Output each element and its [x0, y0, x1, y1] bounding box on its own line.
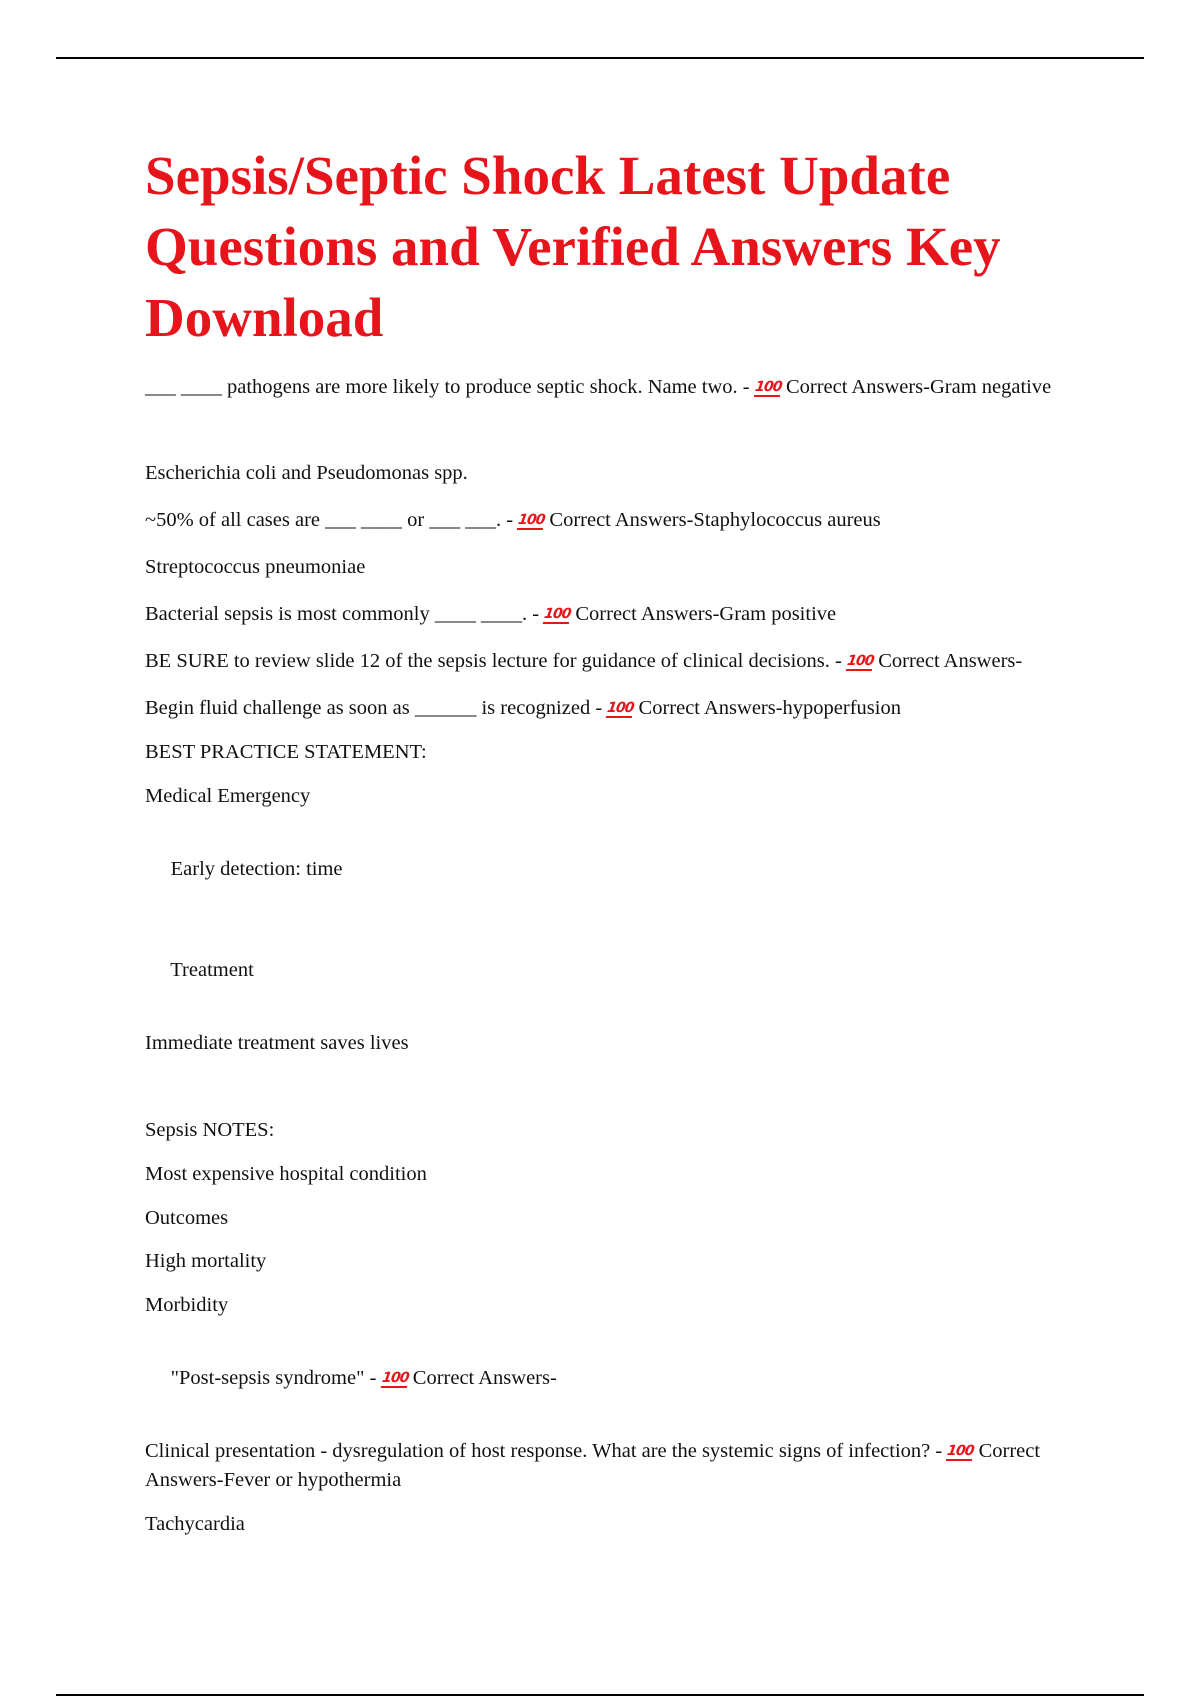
- hundred-points-icon: 100: [753, 379, 783, 395]
- answer-text: Correct Answers-: [878, 650, 1023, 672]
- paragraph-text: Medical Emergency: [145, 785, 311, 807]
- paragraph-text: Most expensive hospital condition: [145, 1163, 427, 1185]
- hundred-points-icon: 100: [946, 1443, 975, 1459]
- paragraph-text: Treatment: [165, 959, 254, 981]
- paragraph-text: Streptococcus pneumoniae: [145, 556, 366, 578]
- question-text: "Post-sepsis syndrome" -: [165, 1367, 382, 1389]
- paragraph-19: [145, 1437, 1055, 1495]
- hundred-points-icon: 100: [606, 700, 635, 716]
- paragraph-text: Tachycardia: [145, 1513, 245, 1535]
- header-rule: [56, 57, 1144, 59]
- question-text: Bacterial sepsis is most commonly ____ ____. -: [145, 603, 545, 625]
- question-text: ___ ____ pathogens are more likely to produce septic shock. Name two. -: [145, 376, 755, 398]
- paragraph-16: [145, 1247, 1055, 1276]
- paragraph-2: [145, 459, 1055, 488]
- hundred-points-icon: 100: [543, 606, 572, 622]
- answer-text: Correct Answers-Fever or hypothermia: [145, 1440, 1041, 1491]
- paragraph-1: [145, 373, 1055, 402]
- paragraph-text: Immediate treatment saves lives: [145, 1032, 409, 1054]
- paragraph-6: [145, 647, 1055, 676]
- paragraph-5: [145, 600, 1055, 629]
- question-text: BE SURE to review slide 12 of the sepsis lecture for guidance of clinical decisions. -: [145, 650, 847, 672]
- paragraph-text: BEST PRACTICE STATEMENT:: [145, 741, 427, 763]
- answer-text: Correct Answers-Staphylococcus aureus: [549, 509, 881, 531]
- paragraph-15: [145, 1204, 1055, 1233]
- paragraph-13: [145, 1116, 1055, 1145]
- hundred-points-icon: 100: [517, 512, 546, 528]
- paragraph-14: [145, 1160, 1055, 1189]
- document-title: Sepsis/Septic Shock Latest Update Questions and Verified Answers Key Download: [145, 145, 1001, 348]
- answer-text: Correct Answers-Gram positive: [575, 603, 837, 625]
- paragraph-11: [145, 927, 1055, 1014]
- question-text: Begin fluid challenge as soon as ______ is recognized -: [145, 697, 608, 719]
- footer-rule: [56, 1694, 1144, 1696]
- paragraph-18: [145, 1335, 1055, 1422]
- paragraph-text: Sepsis NOTES:: [145, 1119, 275, 1141]
- paragraph-text: Morbidity: [145, 1294, 229, 1316]
- paragraph-20: [145, 1510, 1055, 1539]
- paragraph-9: [145, 782, 1055, 811]
- paragraph-8: [145, 738, 1055, 767]
- question-text: ~50% of all cases are ___ ____ or ___ ___. -: [145, 509, 519, 531]
- paragraph-10: [145, 826, 1055, 913]
- paragraph-text: Outcomes: [145, 1207, 229, 1229]
- paragraph-3: [145, 506, 1055, 535]
- document-page: [145, 140, 1055, 1539]
- hundred-points-icon: 100: [846, 653, 875, 669]
- answer-text: Correct Answers-hypoperfusion: [638, 697, 901, 719]
- paragraph-12: [145, 1029, 1055, 1058]
- paragraph-4: [145, 553, 1055, 582]
- paragraph-text: Early detection: time: [165, 858, 343, 880]
- hundred-points-icon: 100: [380, 1370, 410, 1386]
- paragraph-7: [145, 694, 1055, 723]
- paragraph-17: [145, 1291, 1055, 1320]
- paragraph-text: Escherichia coli and Pseudomonas spp.: [145, 462, 468, 484]
- question-text: Clinical presentation - dysregulation of host response. What are the systemic signs of infection? -: [145, 1440, 948, 1462]
- paragraph-text: High mortality: [145, 1250, 267, 1272]
- answer-text: Correct Answers-: [412, 1367, 557, 1389]
- answer-text: Correct Answers-Gram negative: [785, 376, 1052, 398]
